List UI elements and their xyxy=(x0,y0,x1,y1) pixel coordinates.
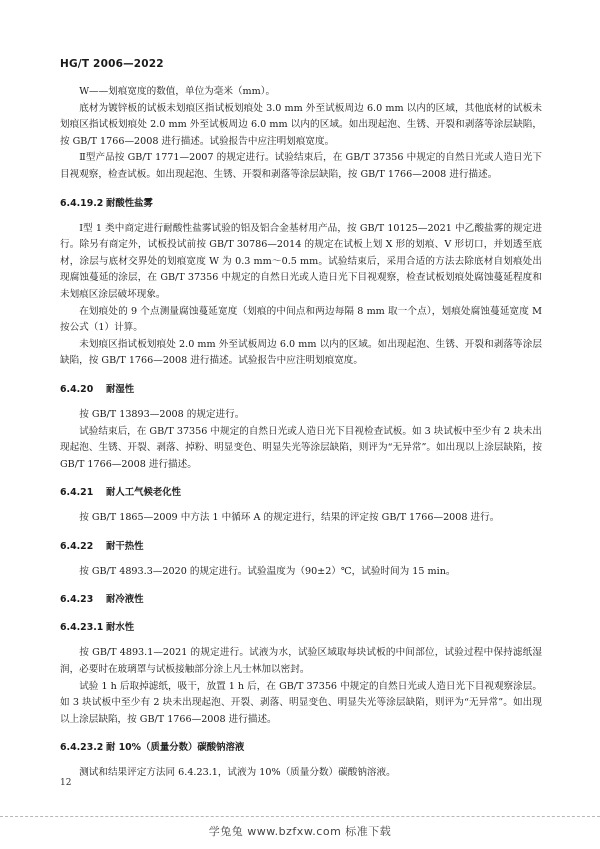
paragraph-water-evaluation: 试验 1 h 后取掉滤纸，吸干，放置 1 h 后，在 GB/T 37356 中规定的自然日光或人造日光下目视观察涂层。如 3 块试板中至少有 2 块未出现起泡、开裂、剥落、明显变色、明显失光等涂层缺陷，则评为“无异常”。如出现以上涂层缺陷，按 GB/T 1766—2008 进行描述。 xyxy=(60,680,542,725)
section-heading-cold-liquid xyxy=(60,592,542,608)
section-number: 6.4.22 xyxy=(60,540,94,552)
section-title: 耐干热性 xyxy=(106,540,144,552)
standard-code-header: HG/T 2006—2022 xyxy=(60,58,164,70)
footer-divider xyxy=(0,816,600,817)
paragraph-humidity-evaluation: 试验结束后，在 GB/T 37356 中规定的自然日光或人造日光下目视检查试板。如 3 块试板中至少有 2 块未出现起泡、生锈、开裂、剥落、掉粉、明显变色、明显失光等涂层缺陷，则评为“无异常”。如出现以上涂层缺陷，按 GB/T 1766—2008 进行描述。 xyxy=(60,425,542,470)
paragraph-dry-heat: 按 GB/T 4893.3—2020 的规定进行。试验温度为（90±2）℃，试验时间为 15 min。 xyxy=(79,565,456,577)
paragraph-sodium-carbonate: 测试和结果评定方法同 6.4.23.1，试液为 10%（质量分数）碳酸钠溶液。 xyxy=(79,767,396,779)
section-heading-weathering xyxy=(60,485,542,501)
section-heading-acid-salt-spray xyxy=(60,196,542,212)
document-body xyxy=(60,84,542,782)
section-heading-dry-heat xyxy=(60,539,542,555)
section-number: 6.4.23.2 xyxy=(60,742,104,754)
paragraph-humidity-standard: 按 GB/T 13893—2008 的规定进行。 xyxy=(79,408,245,420)
section-number: 6.4.20 xyxy=(60,383,94,395)
paragraph-weathering: 按 GB/T 1865—2009 中方法 1 中循环 A 的规定进行，结果的评定按 GB/T 1766—2008 进行。 xyxy=(79,512,500,524)
section-title: 耐 10%（质量分数）碳酸钠溶液 xyxy=(106,742,245,754)
paragraph-corrosion-width: 在划痕处的 9 个点测量腐蚀蔓延宽度（划痕的中间点和两边每隔 8 mm 取一个点），划痕处腐蚀蔓延宽度 M 按公式（1）计算。 xyxy=(60,305,542,334)
paragraph-w-definition: W——划痕宽度的数值，单位为毫米（mm）。 xyxy=(79,86,276,97)
section-title: 耐湿性 xyxy=(106,383,135,395)
section-number: 6.4.19.2 xyxy=(60,197,104,209)
watermark-text: 学兔兔 www.bzfxw.com 标准下载 xyxy=(208,825,392,838)
paragraph-unscratched-area: 底材为镀锌板的试板未划痕区指试板划痕处 3.0 mm 外至试板周边 6.0 mm 以内的区域，其他底材的试板未划痕区指试板划痕处 2.0 mm 外至试板周边 6.0 mm 以内的区域。如出现起泡、生锈、开裂和剥落等涂层缺陷，按 GB/T 1766—2008 进行描述。试验报告中应注明划痕宽度。 xyxy=(60,102,542,147)
section-number: 6.4.23.1 xyxy=(60,622,104,634)
section-title: 耐水性 xyxy=(106,622,135,634)
paragraph-water-procedure: 按 GB/T 4893.1—2021 的规定进行。试液为水，试验区域取每块试板的中间部位，试验过程中保持滤纸湿润，必要时在玻璃罩与试板接触部分涂上凡士林加以密封。 xyxy=(60,647,542,676)
section-number: 6.4.21 xyxy=(60,487,94,499)
paragraph-unscratched-area-acid: 未划痕区指试板划痕处 2.0 mm 外至试板周边 6.0 mm 以内的区域。如出现起泡、生锈、开裂和剥落等涂层缺陷，按 GB/T 1766—2008 进行描述。试验报告中应注明划痕宽度。 xyxy=(60,338,542,367)
section-heading-humidity xyxy=(60,382,542,398)
paragraph-type-ii: Ⅱ型产品按 GB/T 1771—2007 的规定进行。试验结束后，在 GB/T 37356 中规定的自然日光或人造日光下目视观察，检查试板。如出现起泡、生锈、开裂和剥落等涂层缺陷，按 GB/T 1766—2008 进行描述。 xyxy=(60,152,542,180)
paragraph-acid-salt-spray-procedure: Ⅰ型 1 类中商定进行耐酸性盐雾试验的铝及铝合金基材用产品，按 GB/T 10125—2021 中乙酸盐雾的规定进行。除另有商定外，试板投试前按 GB/T 30786—2014 的规定在试板上划 X 形的划痕、V 形切口，并划透至底材，涂层与底材交界处的划痕宽度 W 为 0.3 mm～0.5 mm。试验结束后，采用合适的方法去除底材自划痕处出现腐蚀蔓延的涂层，在 GB/T 37356 中规定的自然日光或人造日光下目视观察，检查试板划痕处腐蚀蔓延程度和未划痕区涂层破坏现象。 xyxy=(60,222,542,300)
section-title: 耐人工气候老化性 xyxy=(106,487,182,499)
section-heading-water xyxy=(60,620,542,636)
page-number: 12 xyxy=(60,778,72,788)
section-title: 耐酸性盐雾 xyxy=(106,197,153,209)
section-number: 6.4.23 xyxy=(60,594,94,606)
section-heading-sodium-carbonate xyxy=(60,740,542,756)
section-title: 耐冷液性 xyxy=(106,594,144,606)
